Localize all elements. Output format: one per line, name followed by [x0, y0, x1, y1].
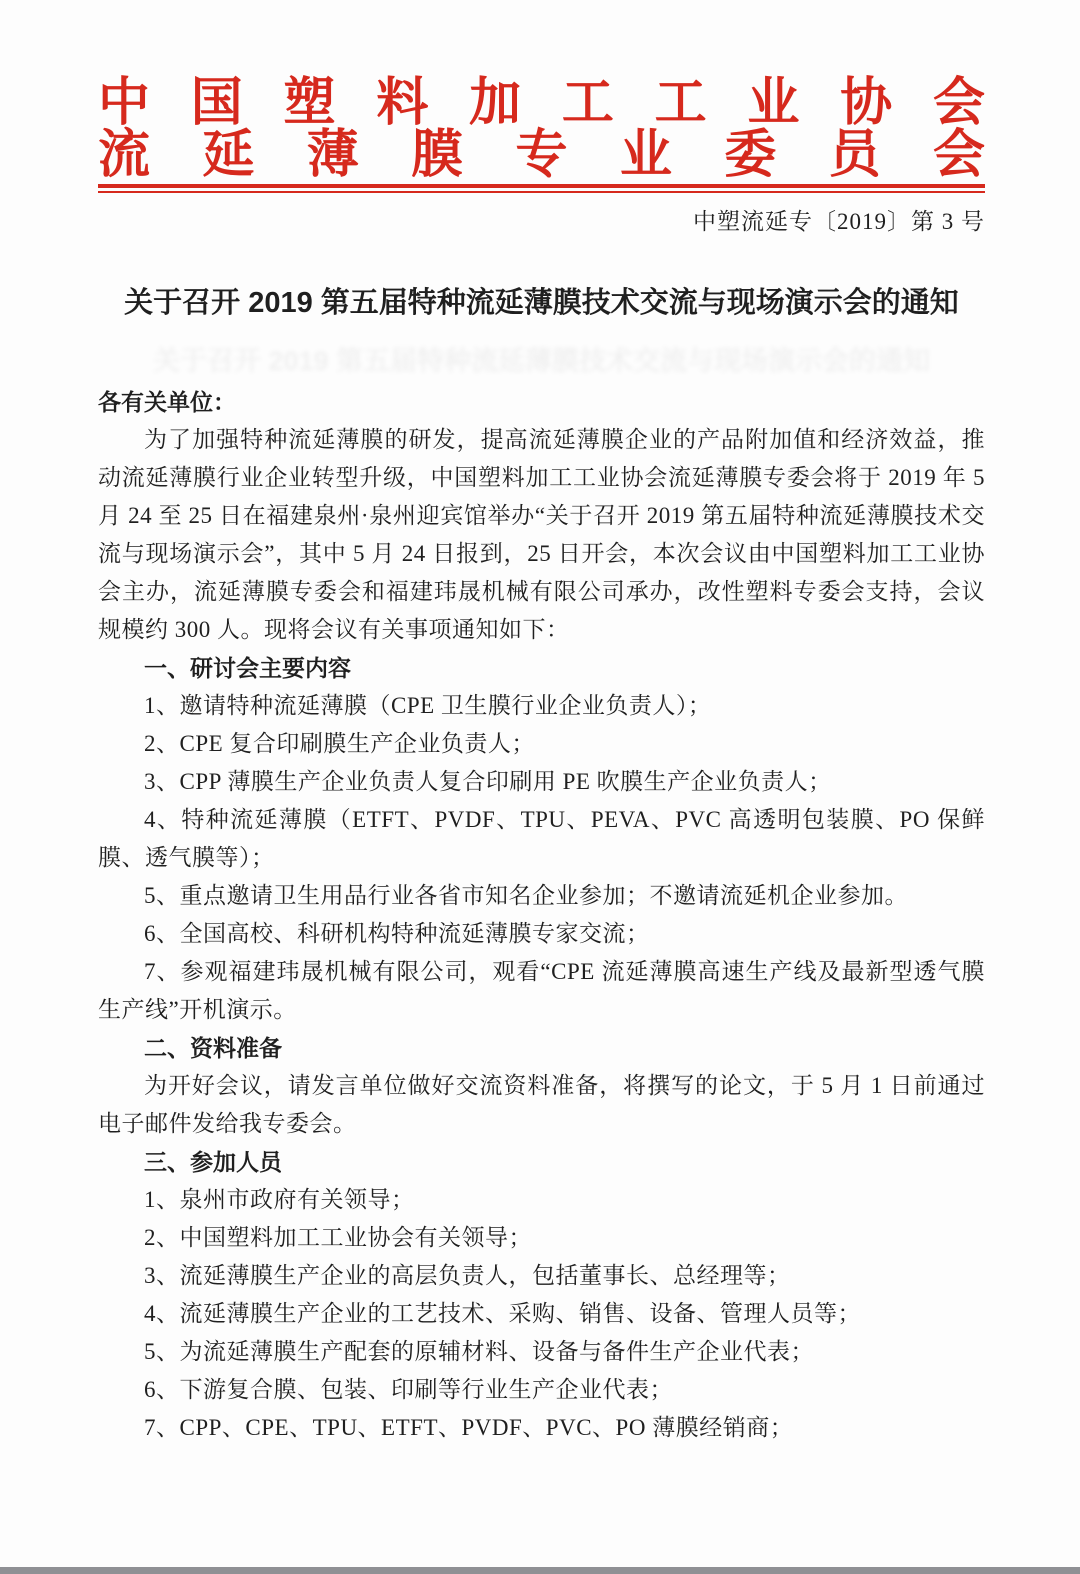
list-item: 3、流延薄膜生产企业的高层负责人，包括董事长、总经理等；: [144, 1263, 791, 1288]
title-block: [98, 283, 985, 376]
document-number: 中塑流延专〔2019〕第 3 号: [693, 209, 985, 234]
list-item: 7、参观福建玮晟机械有限公司，观看“CPE 流延薄膜高速生产线及最新型透气膜生产线”开机演示。: [98, 959, 985, 1022]
section-materials: [98, 1029, 985, 1143]
org-name-line1: 中 国 塑 料 加 工 工 业 协 会: [98, 75, 985, 132]
list-item: 4、流延薄膜生产企业的工艺技术、采购、销售、设备、管理人员等；: [144, 1301, 861, 1326]
list-item: 2、CPE 复合印刷膜生产企业负责人；: [144, 731, 535, 756]
section-meeting-content: [98, 649, 985, 1029]
list-item: 6、全国高校、科研机构特种流延薄膜专家交流；: [144, 921, 650, 946]
section-2-paragraph: 为开好会议，请发言单位做好交流资料准备，将撰写的论文，于 5 月 1 日前通过电子邮件发给我专委会。: [98, 1073, 986, 1136]
section-2-heading: 二、资料准备: [144, 1035, 282, 1061]
org-name-line2: 流 延 薄 膜 专 业 委 员 会: [98, 127, 985, 184]
list-item: 4、特种流延薄膜（ETFT、PVDF、TPU、PEVA、PVC 高透明包装膜、PO 保鲜膜、透气膜等）；: [98, 807, 985, 870]
list-item: 7、CPP、CPE、TPU、ETFT、PVDF、PVC、PO 薄膜经销商；: [144, 1415, 794, 1440]
letterhead: [98, 75, 985, 237]
horizontal-scrollbar[interactable]: [0, 1567, 1080, 1574]
notice-title: 关于召开 2019 第五届特种流延薄膜技术交流与现场演示会的通知: [124, 287, 959, 319]
list-item: 2、中国塑料加工工业协会有关领导；: [144, 1225, 532, 1250]
list-item: 3、CPP 薄膜生产企业负责人复合印刷用 PE 吹膜生产企业负责人；: [144, 769, 832, 794]
list-item: 1、邀请特种流延薄膜（CPE 卫生膜行业企业负责人）；: [144, 693, 712, 718]
list-item: 5、为流延薄膜生产配套的原辅材料、设备与备件生产企业代表；: [144, 1339, 814, 1364]
section-participants: [98, 1143, 985, 1447]
letterhead-divider: [98, 184, 985, 193]
intro-paragraph: 为了加强特种流延薄膜的研发，提高流延薄膜企业的产品附加值和经济效益，推动流延薄膜行业企业转型升级，中国塑料加工工业协会流延薄膜专委会将于 2019 年 5 月 24 至 25 日在福建泉州·泉州迎宾馆举办“关于召开 2019 第五届特种流延薄膜技术交流与现场演示会”，其中 5 月 24 日报到，25 日开会，本次会议由中国塑料加工工业协会主办，流延薄膜专委会和福建玮晟机械有限公司承办，改性塑料专委会支持，会议规模约 300 人。现将会议有关事项通知如下：: [98, 427, 985, 642]
list-item: 6、下游复合膜、包装、印刷等行业生产企业代表；: [144, 1377, 673, 1402]
salutation: 各有关单位：: [98, 389, 236, 415]
list-item: 1、泉州市政府有关领导；: [144, 1187, 415, 1212]
title-ghost-artifact: 关于召开 2019 第五届特种流延薄膜技术交流与现场演示会的通知: [152, 346, 931, 376]
section-3-heading: 三、参加人员: [144, 1149, 282, 1175]
section-1-heading: 一、研讨会主要内容: [144, 655, 351, 681]
list-item: 5、重点邀请卫生用品行业各省市知名企业参加；不邀请流延机企业参加。: [144, 883, 908, 908]
